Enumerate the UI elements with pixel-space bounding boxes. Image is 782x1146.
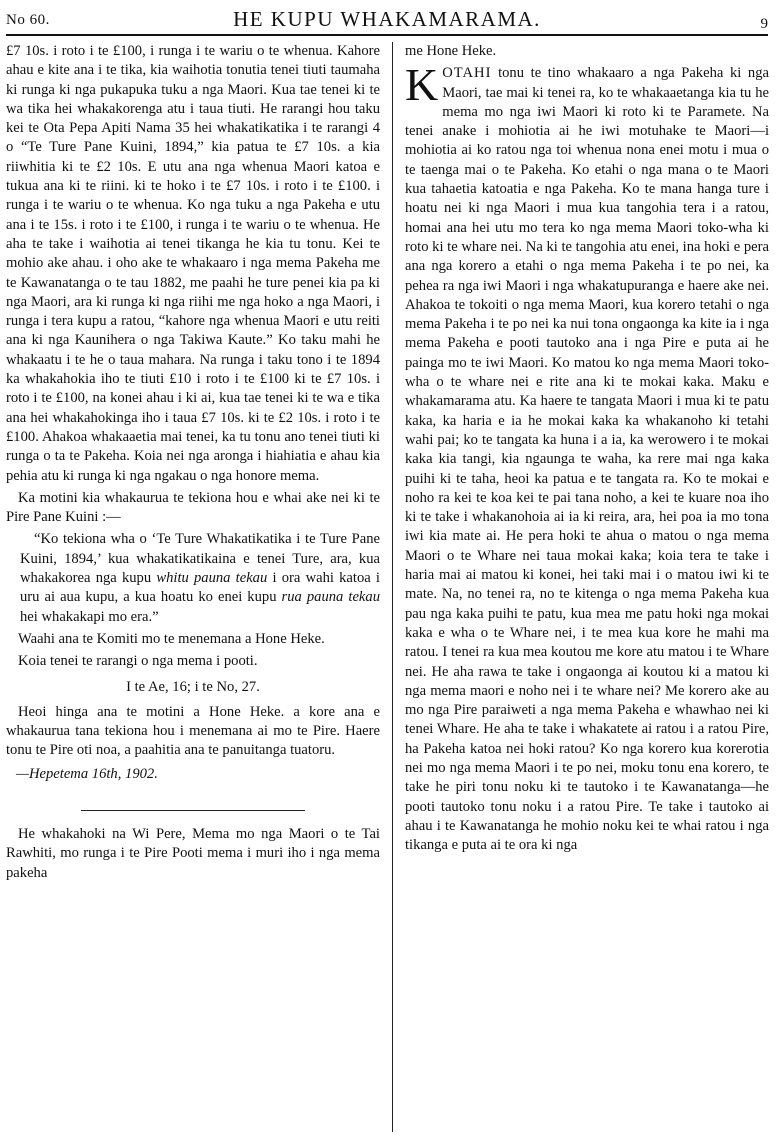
dateline: —Hepetema 16th, 1902. bbox=[16, 765, 158, 782]
quoted-clause bbox=[6, 530, 380, 626]
quote-italic-phrase-2: rua pauna tekau bbox=[281, 589, 380, 606]
continuation-line: me Hone Heke. bbox=[405, 43, 497, 59]
drop-cap-letter: K bbox=[405, 59, 439, 111]
speech-body: tonu te tino whakaaro a nga Pakeha ki nga Maori, tae mai ki tenei ra, ko te whakaaetanga kia tu he mema mo nga iwi Maori ki roto ki te Paramete. Na tenei anake i mohiotia ai he iwi motuhake te Maori—i mohiotia ai ko ratou nga toi whenua nona enei motu i mua o te taenga mai o te Pakeha. Ko etahi o nga mana o te Maori kua tahaetia katoatia e nga Pakeha. Ko te mana hanga ture i hoatu nei ki nga Maori i mua kua tangohia tera i a ratou, homai ana hei utu mo tera ko nga mema Maori toko-wha ki roto ki te whare nei. Na ki te tangohia atu enei, ina hoki e pera ana nga korero a etahi o nga mema Pakeha i te po nei, ka pehea ra nga iwi Maori i nga whakatupuranga e haere ake nei. Ahakoa te tokoiti o nga mema Maori, kua korero tetahi o nga mema Pakeha i te po nei ka nui tona ongaonga ka kite ia i nga mema Pakeha e pooti tautoko ana i nga Pire e puta ai he painga mo te iwi Maori. Ko matou ko nga mema Maori toko-wha o te whare nei e rite ana ki te mokai kaka. Maku e whakamarama atu. Ka haere te tangata Maori i mua ki te patu kaka, ka haria e ia he mokai kaka ka whakanoho ki tetahi wahi pai; ko te tangata ka huna i a ia, ka werowero i te mokai kaka kia tangi, kia ngaunga te waha, ka rere mai nga kaka puihi ki te taha, heoi ka patua e te tangata ra. Ko te mokai e noho ra kei te koa kei te pai tana noho, a kei te kuare noa iho ki te take i whakanohoia ai ia ki reira, ara, hei poa ia mo tona iwi kia mate ai. He pera hoki te ahua o matou o nga mema Maori o te Whare nei taua mokai kaka; koia tera te take i haria mai ai matou ki konei, hei taki mai i o matou iwi ki te mate. Na, no tenei ra, no te kitenga o nga mema Pakeha kua pau nga kaka puihi te patu, kua mea me patu hoki nga mokai kaka e wha o te Whare nei, i te mea kua kore he mahi ma ratou. I tenei ra kua mea koutou me kore atu matou i te Whare nei. He aha rawa te take i ongaonga ai koutou ki a matou ki nga mema maori e noho nei i te whare nei? Me korero ake au mo nga Pire paraiweti a nga mema Pakeha e whawhao nei ki tenei Whare. He aha te take i whakatete ai ratou i a ratou Pire, ha Pakeha katoa nei hoki ratou? Ko nga korero kua korerotia nei mo nga mema Maori i te po nei, moku tonu ena korero, te take he piri tonu noku ki te tautoko i te Kawanatanga—he pooti tautoko tonu noku i a ratou Pire. Te take i tautoko ai ahau i te Kawanatanga he mohio noku kei te whai ratou i nga tikanga e puta ai te ora ki nga bbox=[405, 65, 769, 854]
quote-text-middle: i ora wahi katoa i uru ai aua kupu, a kua hoatu ko enei kupu bbox=[20, 570, 380, 606]
page-number: 9 bbox=[760, 16, 768, 32]
committee-paragraph: Waahi ana te Komiti mo te menemana a Hone Heke. bbox=[18, 630, 325, 647]
quote-text-start: “Ko tekiona wha o ‘Te Ture Whakatikatika i te Ture Pane Kuini, 1894,’ kua whakatikatikaina e tenei Ture, ara, kua whakakorea nga kupu bbox=[20, 531, 380, 587]
motion-paragraph: Ka motini kia whakaurua te tekiona hou e whai ake nei ki te Pire Pane Kuini :— bbox=[6, 489, 380, 526]
issue-number: No 60. bbox=[6, 12, 50, 28]
article-intro: He whakahoki na Wi Pere, Mema mo nga Maori o te Tai Rawhiti, mo runga i te Pire Pooti mema i muri iho i nga mema pakeha bbox=[6, 825, 380, 881]
quote-text-end: hei whakakapi mo era.” bbox=[20, 608, 159, 625]
column-divider bbox=[392, 42, 393, 1132]
page-header bbox=[6, 4, 768, 36]
division-list-intro: Koia tenei te rarangi o nga mema i pooti. bbox=[18, 653, 258, 670]
outcome-paragraph: Heoi hinga ana te motini a Hone Heke. a kore ana e whakaurua tana tekiona hou i menemana ai mo te Pire. Haere tonu te Pire oti noa, a paahitia ana te panuitanga tuatoru. bbox=[6, 703, 380, 759]
page-title: HE KUPU WHAKAMARAMA. bbox=[233, 7, 541, 31]
vote-result: I te Ae, 16; i te No, 27. bbox=[126, 678, 260, 695]
speech-paragraph bbox=[405, 59, 769, 855]
section-divider bbox=[81, 810, 305, 811]
opening-word: OTAHI bbox=[442, 65, 492, 82]
left-paragraph-1: £7 10s. i roto i te £100, i runga i te wariu o te whenua. Kahore ahau e kite ana i te tika, kia waihotia tonutia tenei tiuti taumaha ki runga ki nga pukapuka tuku a nga Maori. Kua tae tenei ki te wa tika hei whakakorenga atu i taua tiuti. He rarangi hou taku kei te Ota Pepa Apiti Nama 35 hei whakatikatika i te rarangi 4 o “Te Ture Pane Kuini, 1894,” kia patua te £7 10s. a kia riiwhitia ki te £2 10s. E utu ana nga whenua Maori katoa e tukua ana ki te riini. ki te hoko i te £7 10s. i roto i te £100. i runga i te wariu o te whenua. Ko nga tuku a nga Pakeha e utu ana i te 15s. i roto i te £100, i runga i te wariu o te whenua. He aha te take i waihotia ai tenei tikanga he kia tu tonu. Kei te mohio ake ahau. i oho ake te whakaaro i nga mema Pakeha me te Kawanatanga o te tau 1882, me paahi he ture penei kia pa ki nga Maori, ara ki runga ki nga riihi me nga hoko a nga Maori, i runga i tera kupu a ratou, “kahore nga whenua Maori e utu reiti ana ki nga Kaunihera o nga Takiwa Kaute.” Ko taku mahi he whakaatu i te he o taua mahara. Na runga i taku tono i te 1894 ka whakahokia iho te tiuti £10 i roto i te £100 ki te £7 10s. i roto i te £100, na konei ahau i ki ai, kua tae tenei ki te wa e tika ana hei whakahokinga iho i taua £7 10s. ki te £2 10s. i roto i te £100. Ahakoa whakaaetia mai tenei, ka tu tonu ano tenei tiuti ki runga o ta te Pakeha. Koia nei nga aronga i hiahiatia e ahau kia pehia atu ki runga ki nga ngakau o nga honore mema. bbox=[6, 43, 380, 484]
right-column bbox=[405, 42, 769, 1138]
left-column bbox=[6, 42, 380, 1138]
quote-italic-phrase-1: whitu pauna tekau bbox=[156, 570, 268, 587]
